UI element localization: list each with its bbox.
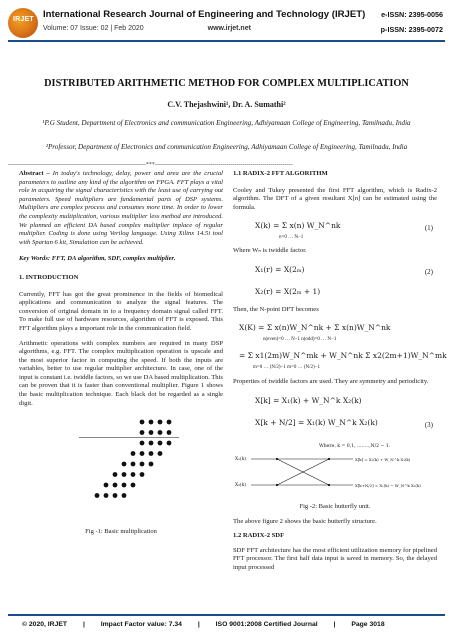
digit-dot (104, 483, 109, 488)
equation-4a (233, 393, 437, 415)
digit-dot (113, 493, 118, 498)
digit-dot (149, 430, 154, 435)
intro-paragraph-1: Currently, FFT has got the great prominence in the fields of biomedical applications and communication to analyze the signal features. The conversion of original domain in to a frequency domain signal called FFT. To make full use of hardware resources, algorithm of FFT is exposed. This FFT algorithm plays a important role in the communication field. (19, 290, 223, 332)
digit-dot (122, 493, 127, 498)
footer-rule (8, 614, 445, 616)
equation-2a (233, 262, 437, 284)
equation-4b-body: X[k + N/2] = X₁(k) W_N^k X₂(k) (255, 417, 378, 427)
digit-dot (140, 430, 145, 435)
digit-dot (167, 441, 172, 446)
equation-3a-body: X(K) = Σ x(n)W_N^nk + Σ x(n)W_N^nk (239, 323, 391, 333)
digit-dot (122, 462, 127, 467)
intro-paragraph-2: Arithmetic operations with complex numbers are required in many DSP algorithms, e.g. FFT. The complex multiplication operation is upscale and the most superior factor in computing the speed. If both the inputs are variables, better to use regular multiplier architecture. In case, one of the input is constant i.e. twiddle factors, so we use DA based multiplication. This can be proven that it is faster than conventional multiplier. Figure 1 shows the basic multiplication technique. Each black dot be regarded as a single digit. (19, 339, 223, 407)
affiliation-1: ¹P.G Student, Department of Electronics and communication Engineering, Adhiyamaan College of Engineering, Tamilnadu, India (42, 119, 411, 127)
digit-dot (158, 430, 163, 435)
equation-2a-body: X₁(r) = X(2ₘ) (255, 264, 305, 274)
footer-page: Page 3018 (351, 621, 385, 628)
fig2-output-1: X[k] = X₁(k) + W_N^k X₂(k) (355, 456, 411, 462)
journal-meta (43, 25, 251, 32)
fig2-where-text: Where, k = 0,1, ……..,N/2 − 1. (319, 443, 391, 449)
equation-3-number: (3) (424, 420, 433, 429)
digit-dot (149, 441, 154, 446)
digit-dot (167, 420, 172, 425)
digit-dot (140, 441, 145, 446)
journal-website[interactable]: www.irjet.net (207, 25, 251, 32)
then-text: Then, the N-point DFT becomes (233, 305, 319, 313)
paper-title: DISTRIBUTED ARITHMETIC METHOD FOR COMPLEX MULTIPLICATION (44, 78, 409, 89)
fig2-input-1: X₁(k) (235, 456, 246, 462)
digit-dot (140, 472, 145, 477)
figure-1-caption: Fig -1: Basic multiplication (85, 528, 157, 536)
digit-dot (140, 451, 145, 456)
digit-dot (149, 451, 154, 456)
header-rule (8, 40, 445, 42)
digit-dot (122, 472, 127, 477)
pissn: p-ISSN: 2395-0072 (380, 25, 443, 34)
fig2-input-2: X₂(k) (235, 482, 246, 488)
equation-1 (233, 218, 437, 240)
digit-dot (158, 420, 163, 425)
figure-2-caption: Fig -2: Basic butterfly unit. (299, 502, 371, 510)
intro-heading: 1. INTRODUCTION (19, 273, 79, 281)
butterfly-diagram (233, 441, 437, 501)
footer-copyright: © 2020, IRJET (22, 621, 68, 628)
radix2-heading: 1.1 RADIX-2 FFT ALGORITHM (233, 170, 328, 177)
where-text: Where Wₙ is twiddle factor. (233, 246, 307, 254)
digit-dot (167, 430, 172, 435)
digit-dot (140, 420, 145, 425)
equation-3b-body: = Σ x1(2m)W_N^mk + W_N^nk Σ x2(2m+1)W_N^mk (239, 350, 447, 360)
equation-1-number: (1) (424, 224, 433, 233)
footer-impact: Impact Factor value: 7.34 (100, 621, 182, 628)
footer-text: © 2020, IRJET | Impact Factor value: 7.34 | ISO 9001:2008 Certified Journal | Page 3018 (22, 621, 385, 628)
journal-footer (8, 612, 445, 640)
digit-dot (158, 451, 163, 456)
sdf-paragraph: SDF FFT architecture has the most efficient utilization memory for pipelined FFT processor. The first half data input is saved in memory. So, the delayed input processed (233, 546, 437, 571)
equation-3a-limits: n(even)=0 … N−1 n(odd)=0 … N−1 (263, 337, 337, 343)
equation-2b-body: X₂(r) = X(2ₘ + 1) (255, 286, 321, 296)
fig2-node (328, 458, 330, 460)
figure-2 (233, 441, 437, 501)
digit-dot (131, 472, 136, 477)
equation-4a-body: X[k] = X₁(k) + W_N^k X₂(k) (255, 395, 362, 405)
dot-diagram (19, 414, 223, 514)
digit-dot (113, 472, 118, 477)
affiliation-2: ²Professor, Department of Electronics and communication Engineering, Adhiyamaan College of Engineering, Tamilnadu, India (45, 143, 408, 151)
logo-text: IRJET (13, 16, 34, 23)
footer-iso: ISO 9001:2008 Certified Journal (215, 621, 318, 628)
right-column (233, 170, 447, 579)
digit-dot (131, 462, 136, 467)
equation-3b (233, 348, 447, 364)
digit-dot (95, 493, 100, 498)
fig2-node (276, 484, 278, 486)
journal-title: International Research Journal of Engineering and Technology (IRJET) (43, 9, 366, 20)
equation-1-body: X(k) = Σ x(n) W_N^nk (255, 221, 341, 231)
digit-dot (158, 441, 163, 446)
equation-1-limits: n=0 … N−1 (279, 235, 304, 241)
equation-3b-limits: m=0 … (N/2)−1 m=0 … (N/2)−1 (253, 364, 320, 370)
journal-header (0, 0, 453, 58)
digit-dot (104, 493, 109, 498)
left-column (19, 170, 223, 537)
digit-dot (149, 462, 154, 467)
digit-dot (113, 483, 118, 488)
butterfly-text: The above figure 2 shows the basic butterfly structure. (233, 517, 377, 525)
paper-authors: C.V. Thejashwini¹, Dr. A. Sumathi² (167, 100, 286, 109)
equation-3a (233, 320, 437, 336)
keywords-text: FFT, DA algorithm, SDF, complex multiplier. (51, 255, 176, 263)
eissn: e-ISSN: 2395-0056 (381, 10, 443, 19)
digit-dot (131, 451, 136, 456)
keywords (19, 255, 223, 264)
sdf-heading: 1.2 RADIX-2 SDF (233, 532, 285, 540)
equation-2b (233, 284, 437, 306)
abstract-label: Abstract – (19, 170, 50, 177)
fig2-node (328, 484, 330, 486)
abstract (19, 170, 223, 247)
fig2-output-2: X[k+N/2] = X₁(k) − W_N^k X₂(k) (355, 482, 421, 488)
volume-line: Volume: 07 Issue: 02 | Feb 2020 (43, 25, 144, 32)
digit-dot (140, 462, 145, 467)
properties-text: Properties of twiddle factors are used. They are symmetry and periodicity. (233, 378, 429, 386)
digit-dot (122, 483, 127, 488)
digit-dot (131, 483, 136, 488)
keywords-label: Key Words: (19, 255, 51, 263)
fig2-node (276, 458, 278, 460)
figure-1 (19, 414, 223, 526)
section-separator: ---------------------------------------------------------------------***--------------------------------------------------------------------- (8, 162, 293, 168)
irjet-logo (8, 8, 38, 38)
abstract-text: In today's technology, delay, power and area are the crucial parameters to outline any kind of the algorithm on FPGA. FFT plays a vital role in acquiring the signal characteristics with the least use of carrying out parameters. Speed multipliers are fundamental parts of DSP systems. Multipliers are complex process and consumes more time. In order to lower the complexity multiplication, various multiplier less method are introduced. We planned an efficient DA based complex multiplier inplace of regular multiplier. Coding is done using Verilog language. Using Xilinx 14.5i tool with Spartan 6 kit, Simulation can be achieved. (19, 170, 223, 246)
radix2-paragraph: Cooley and Tukey presented the first FFT algorithm, which is Radix-2 algorithm. The DFT of a given resultant X[n] can be estimated using the formula. (233, 186, 437, 211)
digit-dot (149, 420, 154, 425)
equation-2-number: (2) (424, 267, 433, 276)
equation-4b (233, 415, 437, 437)
